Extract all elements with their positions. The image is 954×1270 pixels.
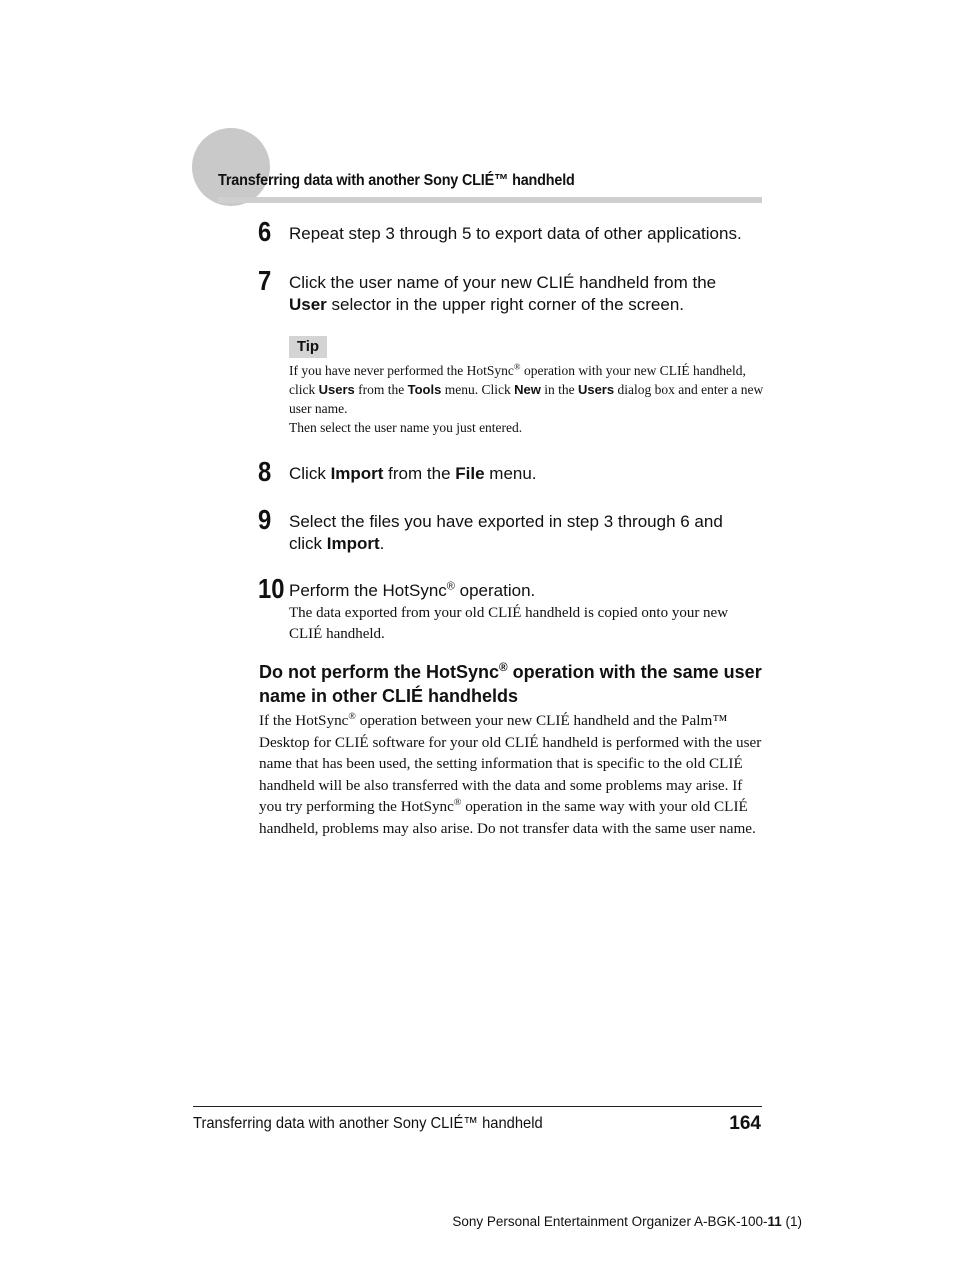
header-rule	[218, 197, 762, 203]
step-6-text: Repeat step 3 through 5 to export data of other applications.	[289, 224, 742, 243]
step-10-subtext: The data exported from your old CLIÉ handheld is copied onto your new CLIÉ handheld.	[289, 605, 729, 642]
step-number-8: 8	[258, 456, 272, 487]
section-heading: Do not perform the HotSync® operation with the same user name in other CLIÉ handhelds	[259, 661, 762, 706]
step-9-text: Select the files you have exported in step 3 through 6 and click Import.	[289, 512, 723, 553]
footer-rule	[193, 1106, 762, 1107]
header-circle-decoration	[192, 128, 270, 206]
step-10-text: Perform the HotSync® operation.	[289, 580, 536, 600]
document-id: Sony Personal Entertainment Organizer A-BGK-100-11 (1)	[452, 1214, 802, 1229]
page-number: 164	[729, 1113, 761, 1134]
page-header-title: Transferring data with another Sony CLIÉ™ handheld	[218, 172, 575, 189]
step-number-10: 10	[258, 573, 285, 604]
tip-text: If you have never performed the HotSync® operation with your new CLIÉ handheld, click Users from the Tools menu. Click New in the Users dialog box and enter a new user name. Then select the user name you just entered.	[289, 361, 764, 435]
step-number-7: 7	[258, 265, 272, 296]
step-number-9: 9	[258, 504, 272, 535]
step-number-6: 6	[258, 216, 272, 247]
step-7-text: Click the user name of your new CLIÉ handheld from the User selector in the upper right corner of the screen.	[289, 273, 717, 314]
tip-label: Tip	[289, 336, 327, 358]
section-body: If the HotSync® operation between your new CLIÉ handheld and the Palm™ Desktop for CLIÉ software for your old CLIÉ handheld is performed with the user name that has been used, the setting information that is specific to the old CLIÉ handheld will be also transferred with the data and some problems may arise. If you try performing the HotSync® operation in the same way with your old CLIÉ handheld, problems may also arise. Do not transfer data with the same user name.	[259, 710, 762, 837]
step-8-text: Click Import from the File menu.	[289, 464, 537, 483]
footer-title: Transferring data with another Sony CLIÉ™ handheld	[193, 1115, 543, 1132]
